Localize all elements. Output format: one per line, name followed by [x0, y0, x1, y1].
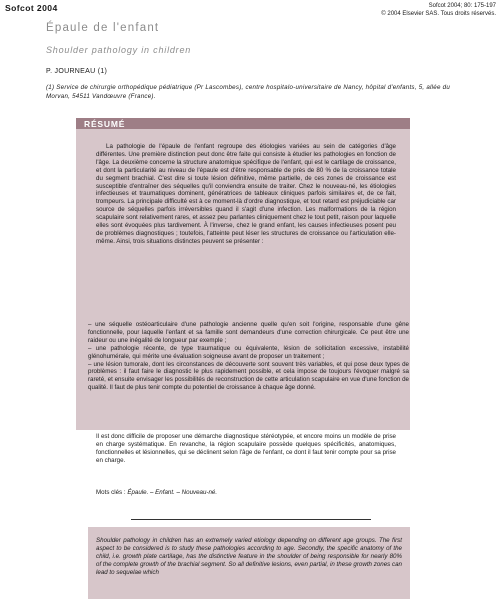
- list-item: – une lésion tumorale, dont les circonstances de découverte sont souvent très variables, et qui pose deux types de problèmes : il faut faire le diagnostic le plus rapidement possible, et cela impose de toujours l'évoquer malgré sa rareté, et ensuite envisager les possibilités de reconstruction de cette articulation scapulaire en vue d'une fonction de qualité. Il faut de plus tenir compte du potentiel de croissance à chaque âge donné.: [88, 360, 409, 392]
- resume-list: [88, 321, 409, 392]
- citation-block: [381, 2, 496, 18]
- keywords: [96, 489, 396, 497]
- abstract-text: Shoulder pathology in children has an extremely varied etiology depending on different age groups. The first aspect to be considered is to study these pathologies according to age. Secondly, the specific anatomy of the child, i.e. growth plate cartilage, has the distinctive feature in the shoulder of being responsible for nearly 80% of the complete growth of the brachial segment. So all definitive lesions, even partial, in these growth zones can lead to sequelae which: [96, 537, 402, 576]
- abstract: [96, 537, 402, 577]
- affiliation: (1) Service de chirurgie orthopédique pédiatrique (Pr Lascombes), centre hospitalo-universitaire de Nancy, hôpital d'enfants, 5, allée du Morvan, 54511 Vandœuvre (France).: [46, 84, 451, 100]
- list-item: – une séquelle ostéoarticulaire d'une pathologie ancienne quelle qu'en soit l'origine, responsable d'une gêne fonctionnelle, pour laquelle l'enfant et sa famille sont demandeurs d'une correction chirurgicale. Ce peut être une raideur ou une inégalité de longueur par exemple ;: [88, 321, 409, 344]
- resume-paragraph-1: [96, 143, 396, 246]
- author: P. JOURNEAU (1): [46, 68, 108, 75]
- article-title: Épaule de l'enfant: [46, 22, 160, 34]
- resume-heading: RÉSUMÉ: [84, 119, 126, 129]
- list-item: – une pathologie récente, de type traumatique ou équivalente, lésion de sollicitation excessive, instabilité glénohumérale, qui mérite une évaluation soigneuse avant de proposer un traitement ;: [88, 344, 409, 360]
- resume-paragraph-2-text: Il est donc difficile de proposer une démarche diagnostique stéréotypée, et encore moins un modèle de prise en charge systématique. En revanche, la région scapulaire possède quelques spécificités, anatomiques, fonctionnelles et lésionnelles, qui se déclinent selon l'âge de l'enfant, ce dont il faut tenir compte pour sa prise en charge.: [96, 433, 396, 464]
- journal-name: Sofcot 2004: [5, 3, 58, 13]
- resume-paragraph-2: [96, 433, 396, 465]
- keywords-label: Mots clés :: [96, 489, 126, 496]
- keywords-values: Épaule. – Enfant. – Nouveau-né.: [127, 489, 218, 496]
- article-subtitle: Shoulder pathology in children: [46, 45, 192, 55]
- copyright: © 2004 Elsevier SAS. Tous droits réservés.: [381, 11, 496, 17]
- citation: Sofcot 2004; 80: 175-197: [428, 3, 496, 9]
- resume-header: [76, 118, 410, 129]
- resume-paragraph-1-text: La pathologie de l'épaule de l'enfant regroupe des étiologies variées au sein de catégories d'âge différentes. Une première distinction peut donc être faite qui consiste à étudier les pathologies en fonction de l'âge. La deuxième concerne la structure anatomique spécifique de l'enfant, qui est le cartilage de croissance, et dont la particularité au niveau de l'épaule est d'être responsable de près de 80 % de la croissance totale du segment brachial. C'est dire si toute lésion définitive, même partielle, de ces zones de croissance est susceptible d'entraîner des séquelles qu'il conviendra ensuite de traiter. Chez le nouveau-né, les étiologies infectieuses et traumatiques dominent, génératrices de tableaux cliniques parfois similaires et, de ce fait, trompeurs. La principale difficulté est à ce moment-là d'ordre diagnostique, et tout retard est préjudiciable car source de séquelles parfois irréversibles quand il s'agit d'une infection. Les malformations de la région scapulaire sont relativement rares, et assez peu parlantes cliniquement chez le tout petit, raison pour laquelle elles sont évoquées plus tardivement. À l'inverse, chez le grand enfant, les causes infectieuses posent peu de problèmes diagnostiques ; toutefois, l'atteinte peut léser les structures de croissance ou l'articulation elle-même. Ainsi, trois situations distinctes peuvent se présenter :: [96, 143, 396, 245]
- divider: [131, 519, 371, 520]
